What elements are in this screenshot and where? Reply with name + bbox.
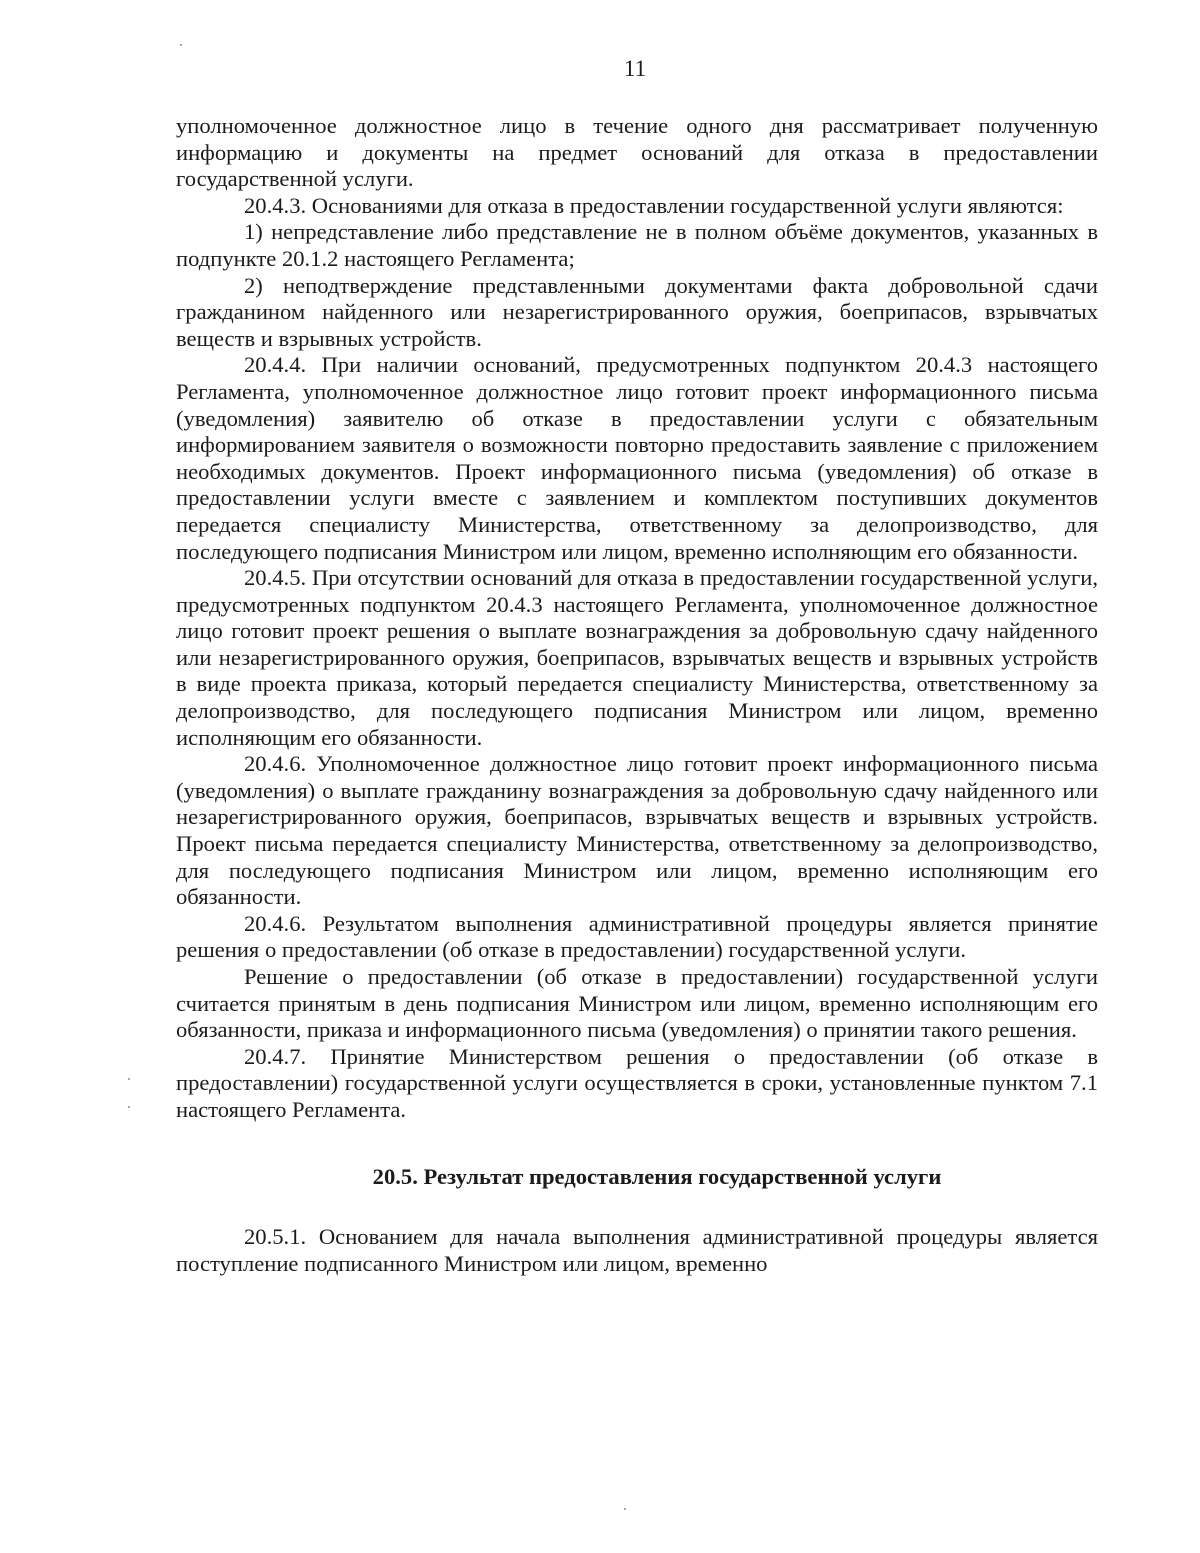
- paragraph-20-4-6-b: 20.4.6. Результатом выполнения административной процедуры является принятие решения о предоставлении (об отказе в предоставлении) государственной услуги.: [176, 910, 1098, 963]
- section-heading: 20.5. Результат предоставления государственной услуги: [372, 1163, 942, 1189]
- paragraph-continuation: уполномоченное должностное лицо в течение одного дня рассматривает полученную информацию и документы на предмет оснований для отказа в предоставлении государственной услуги.: [176, 113, 1098, 192]
- scan-speck: [624, 1508, 626, 1510]
- paragraph-20-4-7: 20.4.7. Принятие Министерством решения о предоставлении (об отказе в предоставлении) государственной услуги осуществляется в сроки, установленные пунктом 7.1 настоящего Регламента.: [176, 1043, 1098, 1122]
- paragraph-20-4-3: 20.4.3. Основаниями для отказа в предоставлении государственной услуги являются:: [244, 192, 1064, 218]
- list-item-2: 2) неподтверждение представленными документами факта добровольной сдачи гражданином найденного или незарегистрированного оружия, боеприпасов, взрывчатых веществ и взрывных устройств.: [176, 272, 1098, 351]
- paragraph-20-5-1: 20.5.1. Основанием для начала выполнения административной процедуры является поступление подписанного Министром или лицом, временно: [176, 1224, 1098, 1276]
- paragraph-20-4-4: 20.4.4. При наличии оснований, предусмотренных подпунктом 20.4.3 настоящего Регламента, уполномоченное должностное лицо готовит проект информационного письма (уведомления) заявителю об отказе в предоставлении услуги с обязательным информированием заявителя о возможности повторно предоставить заявление с приложением необходимых документов. Проект информационного письма (уведомления) об отказе в предоставлении услуги вместе с заявлением и комплектом поступивших документов передается специалисту Министерства, ответственному за делопроизводство, для последующего подписания Министром или лицом, временно исполняющим его обязанности.: [176, 352, 1098, 564]
- page-number: 11: [623, 56, 647, 81]
- scan-speck: [128, 1078, 130, 1080]
- paragraph-20-4-6-a: 20.4.6. Уполномоченное должностное лицо готовит проект информационного письма (уведомления) о выплате гражданину вознаграждения за добровольную сдачу найденного или незарегистрированного оружия, боеприпасов, взрывчатых веществ и взрывных устройств. Проект письма передается специалисту Министерства, ответственному за делопроизводство, для последующего подписания Министром или лицом, временно исполняющим его обязанности.: [176, 751, 1098, 910]
- document-body: [176, 113, 1098, 1277]
- scan-speck: [180, 44, 182, 46]
- scan-speck: [128, 1106, 130, 1108]
- paragraph-decision: Решение о предоставлении (об отказе в предоставлении) государственной услуги считается принятым в день подписания Министром или лицом, временно исполняющим его обязанности, приказа и информационного письма (уведомления) о принятии такого решения.: [176, 964, 1098, 1043]
- list-item-1: 1) непредставление либо представление не в полном объёме документов, указанных в подпункте 20.1.2 настоящего Регламента;: [176, 219, 1098, 271]
- paragraph-20-4-5: 20.4.5. При отсутствии оснований для отказа в предоставлении государственной услуги, предусмотренных подпунктом 20.4.3 настоящего Регламента, уполномоченное должностное лицо готовит проект решения о выплате вознаграждения за добровольную сдачу найденного или незарегистрированного оружия, боеприпасов, взрывчатых веществ и взрывных устройств в виде проекта приказа, который передается специалисту Министерства, ответственному за делопроизводство, для последующего подписания Министром или лицом, временно исполняющим его обязанности.: [176, 565, 1098, 750]
